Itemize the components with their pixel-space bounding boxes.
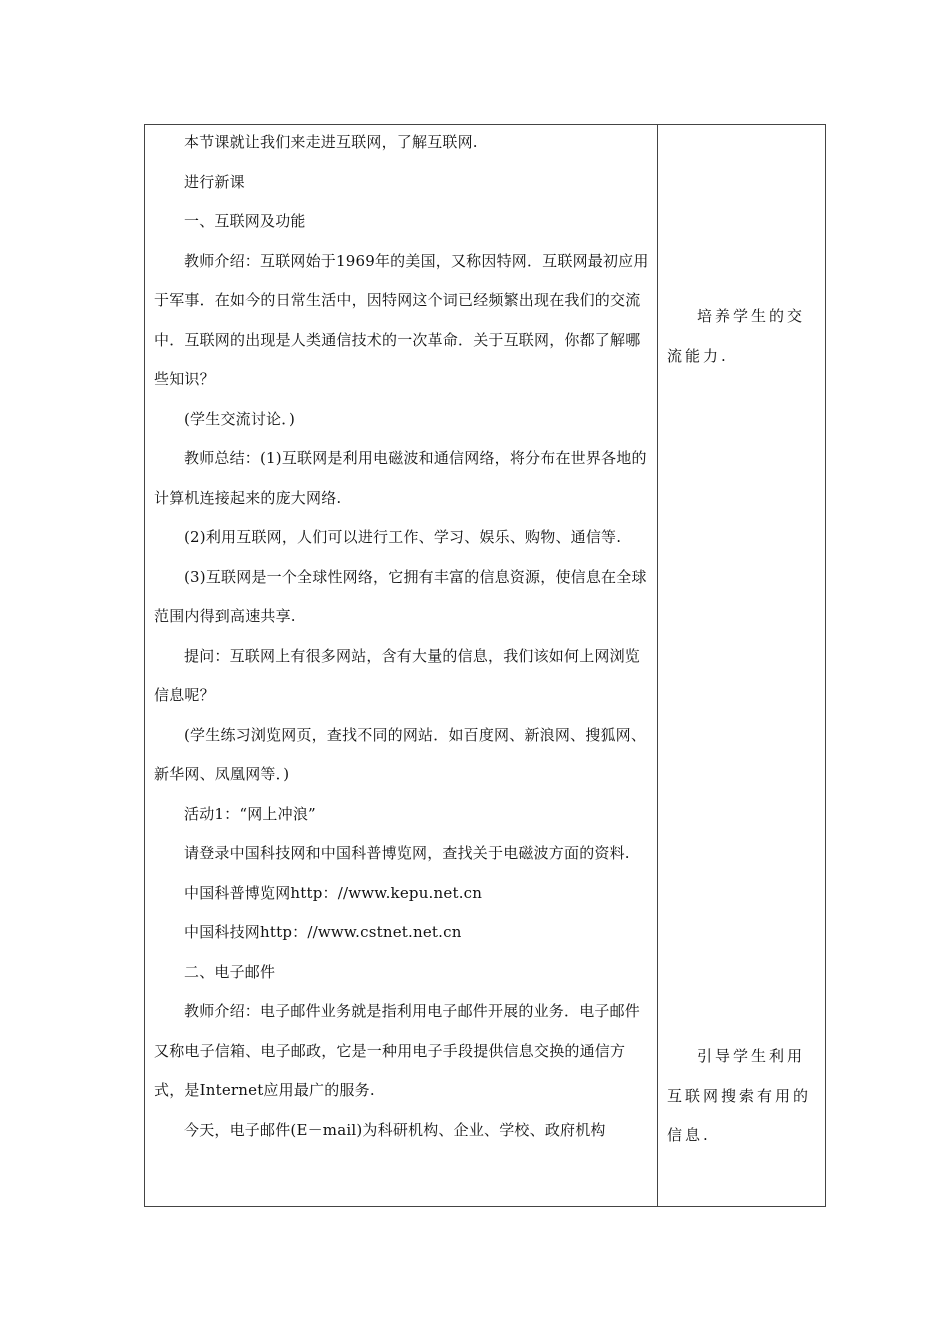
- design-intent-note: [667, 297, 819, 376]
- paragraph: 中国科普博览网http：//www.kepu.net.cn: [184, 883, 483, 902]
- paragraph: 进行新课: [184, 172, 245, 191]
- lesson-table: [144, 124, 826, 1207]
- section-heading: 一、互联网及功能: [184, 212, 306, 230]
- design-intent-note: [667, 1037, 819, 1156]
- paragraph: 教师介绍：电子邮件业务就是指利用电子邮件开展的业务．电子邮件又称电子信箱、电子邮政，它是一种用电子手段提供信息交换的通信方式，是Internet应用最广的服务.: [154, 1002, 641, 1099]
- side-note-text: 培养学生的交流能力.: [667, 307, 806, 365]
- paragraph: 本节课就让我们来走进互联网，了解互联网.: [184, 133, 478, 151]
- paragraph: 中国科技网http：//www.cstnet.net.cn: [184, 923, 462, 941]
- paragraph: (2)利用互联网，人们可以进行工作、学习、娱乐、购物、通信等.: [184, 528, 622, 546]
- paragraph: (学生练习浏览网页，查找不同的网站．如百度网、新浪网、搜狐网、新华网、凤凰网等．): [154, 725, 647, 783]
- teaching-content-column: [154, 125, 650, 1150]
- paragraph: 请登录中国科技网和中国科普博览网，查找关于电磁波方面的资料.: [184, 844, 630, 862]
- paragraph: 教师总结：(1)互联网是利用电磁波和通信网络，将分布在世界各地的计算机连接起来的庞大网络.: [154, 449, 647, 507]
- section-heading: 二、电子邮件: [184, 962, 276, 981]
- paragraph: 提问：互联网上有很多网站，含有大量的信息，我们该如何上网浏览信息呢？: [154, 646, 641, 704]
- paragraph: (3)互联网是一个全球性网络，它拥有丰富的信息资源，使信息在全球范围内得到高速共享.: [154, 567, 647, 625]
- paragraph: 今天，电子邮件(E－mail)为科研机构、企业、学校、政府机构: [184, 1120, 606, 1139]
- paragraph: (学生交流讨论．): [184, 409, 296, 428]
- side-note-text: 引导学生利用互联网搜索有用的信息.: [667, 1047, 812, 1144]
- paragraph: 教师介绍：互联网始于1969年的美国，又称因特网．互联网最初应用于军事．在如今的日常生活中，因特网这个词已经频繁出现在我们的交流中．互联网的出现是人类通信技术的一次革命．关于互联网，你都了解哪些知识？: [154, 251, 649, 388]
- column-divider: [657, 125, 658, 1206]
- paragraph: 活动1：“网上冲浪”: [184, 804, 316, 823]
